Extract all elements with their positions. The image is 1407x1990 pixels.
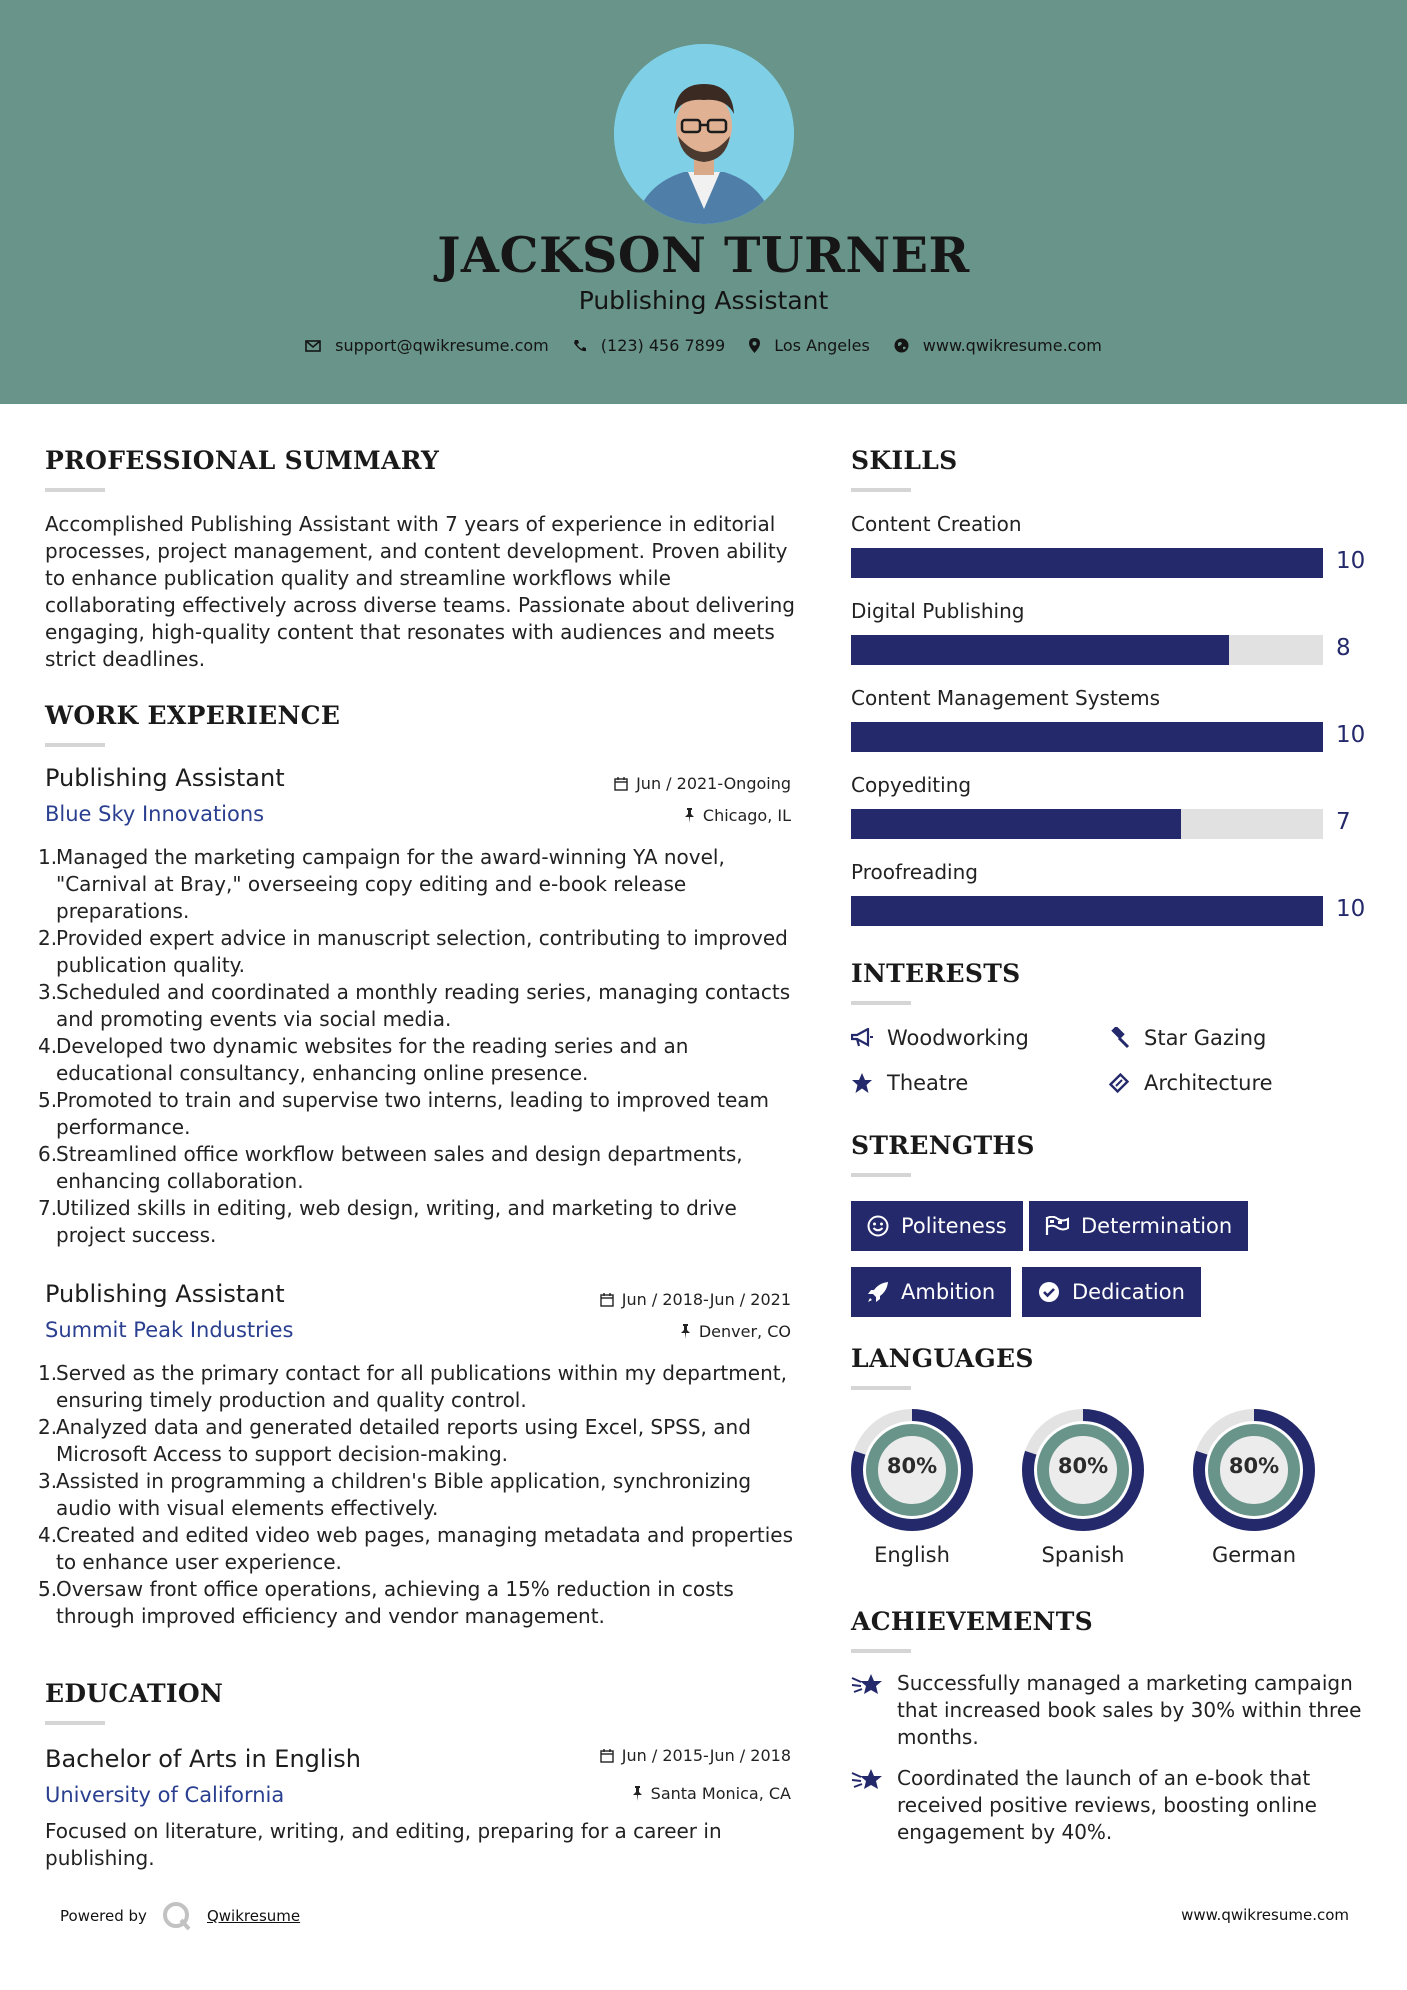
strength-determination [1029,1201,1248,1251]
skill-value: 7 [1336,809,1351,835]
gavel-icon [1108,1027,1130,1049]
list-item: 1. Served as the primary contact for all publications within my department, ensuring timely production and quality control. [38,1361,787,1412]
languages-heading: LANGUAGES [851,1344,1034,1373]
footer-powered-by [60,1900,300,1932]
resume-header [0,0,1407,404]
rocket-icon [867,1281,889,1303]
skill-bar-track [851,722,1323,752]
interests-heading-rule [851,1001,911,1005]
job-1-title: Publishing Assistant [45,764,285,792]
interest-label: Star Gazing [1144,1026,1267,1050]
qwikresume-link[interactable]: Qwikresume [206,1907,301,1925]
contact-phone-text: (123) 456 7899 [600,336,726,355]
skill-value: 8 [1336,635,1351,661]
language-name: German [1211,1543,1297,1567]
interest-theatre [851,1071,968,1095]
job-2-bullets [38,1360,795,1630]
contact-phone[interactable] [573,336,725,355]
contact-bar [0,336,1407,355]
ticket-icon [1108,1072,1130,1094]
language-spanish [1022,1409,1144,1567]
experience-heading: WORK EXPERIENCE [45,701,341,730]
interest-label: Woodworking [887,1026,1029,1050]
list-item: 3. Assisted in programming a children's Bible application, synchronizing audio with visual elements effectively. [38,1469,752,1520]
skill-value: 10 [1336,548,1366,574]
education-text: Focused on literature, writing, and editing, preparing for a career in publishing. [45,1819,722,1870]
skill-bar-track [851,548,1323,578]
calendar-icon [614,777,628,791]
envelope-icon [305,340,321,352]
skill-label: Content Creation [851,512,1022,536]
education-degree: Bachelor of Arts in English [45,1745,361,1773]
qwikresume-logo-icon [161,1900,193,1932]
portrait-image [614,44,794,224]
flag-icon [1045,1216,1069,1236]
job-1-dates-text: Jun / 2021-Ongoing [636,774,791,793]
pushpin-icon [632,1786,643,1801]
strength-ambition [851,1267,1011,1317]
skill-bar-fill [851,548,1323,578]
list-item: 2. Provided expert advice in manuscript selection, contributing to improved publication quality. [38,926,788,977]
education-school: University of California [45,1783,285,1807]
achievements-heading: ACHIEVEMENTS [851,1607,1093,1636]
achievement-1 [851,1670,1371,1751]
footer-website[interactable]: www.qwikresume.com [1181,1906,1349,1924]
list-item: 6. Streamlined office workflow between sales and design departments, enhancing collaboration. [38,1142,743,1193]
skill-bar-fill [851,809,1181,839]
strength-label: Ambition [901,1280,996,1304]
experience-heading-rule [45,743,105,747]
language-name: Spanish [1041,1543,1125,1567]
contact-location [749,336,870,355]
skill-bar-fill [851,635,1229,665]
skill-bar-track [851,896,1323,926]
job-2-location-text: Denver, CO [698,1322,791,1341]
language-percent: 80% [1057,1454,1109,1478]
job-2-dates [600,1290,791,1309]
job-2-dates-text: Jun / 2018-Jun / 2021 [621,1290,791,1309]
interest-architecture [1108,1071,1273,1095]
smile-icon [867,1215,889,1237]
contact-email-text: support@qwikresume.com [335,336,549,355]
job-2-company: Summit Peak Industries [45,1318,294,1342]
list-item: 5. Promoted to train and supervise two interns, leading to improved team performance. [38,1088,769,1139]
list-item: 4. Developed two dynamic websites for the reading series and an educational consultancy, enhancing online presence. [38,1034,689,1085]
skill-value: 10 [1336,722,1366,748]
summary-heading-rule [45,488,105,492]
contact-website[interactable] [894,336,1102,355]
pushpin-icon [680,1324,691,1339]
skill-label: Digital Publishing [851,599,1025,623]
pushpin-icon [684,808,695,823]
list-item: 3. Scheduled and coordinated a monthly reading series, managing contacts and promoting events via social media. [38,980,791,1031]
interest-label: Architecture [1144,1071,1273,1095]
phone-icon [573,339,587,353]
globe-icon [894,338,909,353]
strength-label: Politeness [901,1214,1007,1238]
avatar [614,44,794,224]
skill-bar-track [851,635,1323,665]
shooting-star-icon [851,1672,883,1700]
skill-label: Content Management Systems [851,686,1161,710]
job-2-location [680,1322,791,1341]
language-percent: 80% [886,1454,938,1478]
skill-bar-track [851,809,1323,839]
calendar-icon [600,1293,614,1307]
skill-value: 10 [1336,896,1366,922]
contact-email[interactable] [305,336,549,355]
job-1-dates [614,774,791,793]
list-item: 2. Analyzed data and generated detailed reports using Excel, SPSS, and Microsoft Access to support decision-making. [38,1415,751,1466]
list-item: 7. Utilized skills in editing, web design, writing, and marketing to drive project success. [38,1196,737,1247]
contact-website-text: www.qwikresume.com [922,336,1102,355]
star-icon [851,1072,873,1094]
skill-bar-fill [851,896,1323,926]
achievements-heading-rule [851,1649,911,1653]
interest-star-gazing [1108,1026,1266,1050]
achievement-text: Coordinated the launch of an e-book that received positive reviews, boosting online engagement by 40%. [897,1766,1317,1844]
interest-woodworking [851,1026,1029,1050]
education-heading-rule [45,1721,105,1725]
contact-location-text: Los Angeles [774,336,870,355]
strength-dedication [1022,1267,1201,1317]
skill-bar-fill [851,722,1323,752]
education-heading: EDUCATION [45,1679,224,1708]
strengths-heading: STRENGTHS [851,1131,1035,1160]
shooting-star-icon [851,1767,883,1795]
strength-label: Determination [1081,1214,1233,1238]
candidate-name: JACKSON TURNER [437,226,970,284]
achievement-text: Successfully managed a marketing campaign that increased book sales by 30% within three months. [897,1671,1362,1749]
megaphone-icon [851,1028,873,1048]
job-1-bullets [38,844,795,1249]
skills-heading: SKILLS [851,446,958,475]
skill-label: Copyediting [851,773,972,797]
education-location-text: Santa Monica, CA [650,1784,791,1803]
skills-heading-rule [851,488,911,492]
summary-text: Accomplished Publishing Assistant with 7 years of experience in editorial processes, project management, and content development. Proven ability to enhance publication quality and streamline workflows while collaborating effectively across diverse teams. Passionate about delivering engaging, high-quality content that resonates with audiences and meets strict deadlines. [45,512,795,671]
language-german [1193,1409,1315,1567]
list-item: 4. Created and edited video web pages, managing metadata and properties to enhance user experience. [38,1523,794,1574]
strength-politeness [851,1201,1023,1251]
education-dates [600,1746,791,1765]
interests-heading: INTERESTS [851,959,1021,988]
language-english [851,1409,973,1567]
summary-heading: PROFESSIONAL SUMMARY [45,446,440,475]
powered-by-text: Powered by [60,1907,147,1925]
education-dates-text: Jun / 2015-Jun / 2018 [621,1746,791,1765]
language-percent: 80% [1228,1454,1280,1478]
check-circle-icon [1038,1281,1060,1303]
achievement-2 [851,1765,1371,1846]
job-1-location-text: Chicago, IL [702,806,791,825]
map-pin-icon [749,338,760,353]
strength-label: Dedication [1072,1280,1185,1304]
job-1-company: Blue Sky Innovations [45,802,265,826]
calendar-icon [600,1749,614,1763]
languages-heading-rule [851,1386,911,1390]
language-name: English [874,1543,950,1567]
education-location [632,1784,791,1803]
job-2-title: Publishing Assistant [45,1280,285,1308]
interest-label: Theatre [887,1071,969,1095]
skill-label: Proofreading [851,860,978,884]
list-item: 1. Managed the marketing campaign for the award-winning YA novel, "Carnival at Bray," overseeing copy editing and e-book release preparations. [38,845,725,923]
strengths-heading-rule [851,1173,911,1177]
job-1-location [684,806,791,825]
list-item: 5. Oversaw front office operations, achieving a 15% reduction in costs through improved efficiency and vendor management. [38,1577,734,1628]
candidate-role: Publishing Assistant [578,286,829,315]
